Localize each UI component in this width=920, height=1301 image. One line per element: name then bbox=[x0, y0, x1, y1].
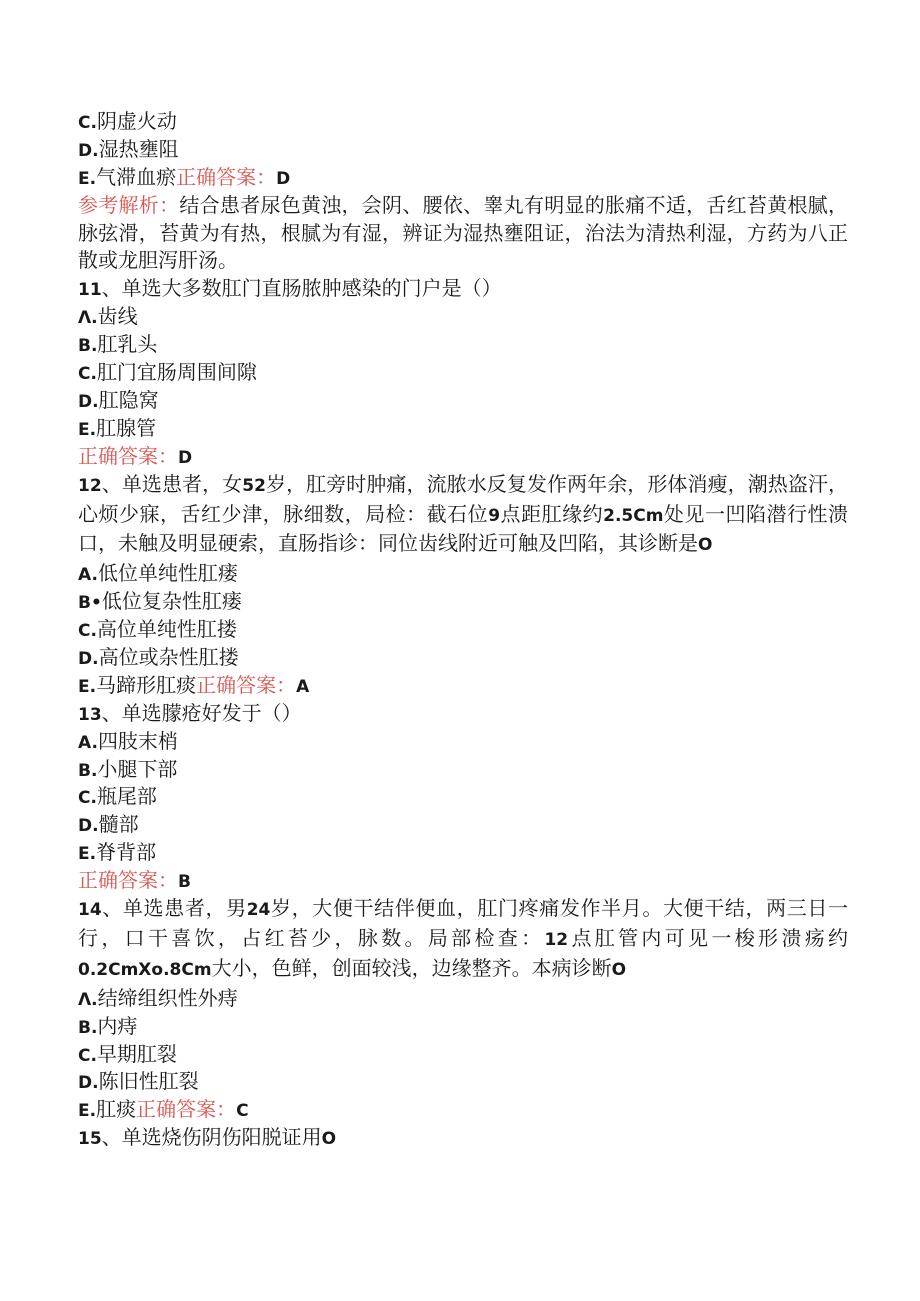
option-c: C.高位单纯性肛搂 bbox=[78, 617, 237, 642]
answer-value: D bbox=[276, 168, 291, 189]
option-e: E.马蹄形肛痰正确答案：A bbox=[78, 672, 310, 697]
option-d: D.陈旧性肛裂 bbox=[78, 1069, 199, 1094]
analysis bbox=[78, 192, 848, 276]
answer-value: C bbox=[236, 1101, 249, 1122]
option-c: C.阴虚火动 bbox=[78, 109, 177, 133]
option-a: A.四肢末梢 bbox=[78, 728, 178, 753]
question-stem: 12、单选患者，女52岁，肛旁时肿痛，流脓水反复发作两年余，形体消瘦，潮热盗汗，心烦少寐，舌红少津，脉细数，局检：截石位9点距肛缘约2.5Cm处见一凹陷潜行性溃口，未触及明显硬索，直肠指诊：同位齿线附近可触及凹陷，其诊断是O bbox=[78, 471, 849, 556]
option-e: E.气滞血瘀正确答案：D bbox=[78, 164, 291, 189]
option-d: D.肛隐窝 bbox=[78, 387, 159, 412]
option-a: Λ.齿线 bbox=[78, 304, 138, 329]
exam-page bbox=[78, 108, 848, 1152]
answer-value: B bbox=[178, 872, 191, 893]
answer-value: D bbox=[178, 447, 193, 468]
analysis-text: 结合患者尿色黄浊，会阴、腰依、睾丸有明显的胀痛不适，舌红苔黄根腻，脉弦滑，苔黄为有热，根腻为有湿，辨证为湿热壅阻证，治法为清热利湿，方药为八正散或龙胆泻肝汤。 bbox=[78, 192, 849, 273]
answer-line bbox=[78, 443, 848, 471]
option-d: D.湿热壅阻 bbox=[78, 136, 179, 161]
option-c: C.瓶尾部 bbox=[78, 784, 157, 809]
answer-value: A bbox=[296, 676, 310, 697]
question-stem: 11、单选大多数肛门直肠脓肿感染的门户是（） bbox=[78, 276, 502, 301]
answer-label: 正确答案： bbox=[78, 443, 178, 468]
option-b: B.内痔 bbox=[78, 1013, 138, 1038]
option-c: C.肛门宜肠周围间隙 bbox=[78, 360, 257, 385]
option-c: C.早期肛裂 bbox=[78, 1041, 177, 1066]
analysis-label: 参考解析： bbox=[78, 192, 180, 217]
answer-label: 正确答案： bbox=[176, 164, 277, 189]
option-d: D.高位或杂性肛搂 bbox=[78, 645, 239, 670]
question-stem: 15、单选烧伤阴伤阳脱证用O bbox=[78, 1125, 337, 1150]
option-d: D.髓部 bbox=[78, 812, 139, 837]
option-b: B.肛乳头 bbox=[78, 332, 158, 357]
option-e: E.肛腺管 bbox=[78, 415, 157, 440]
question-stem: 14、单选患者，男24岁，大便干结伴便血，肛门疼痛发作半月。大便干结，两三日一行，口干喜饮，占红苔少，脉数。局部检查：12点肛管内可见一梭形溃疡约0.2CmXo.8Cm大小，色鲜，创面较浅，边缘整齐。本病诊断O bbox=[78, 896, 849, 980]
option-b: B.小腿下部 bbox=[78, 756, 178, 781]
option-a: Λ.结缔组织性外痔 bbox=[78, 985, 238, 1010]
option-a: A.低位单纯性肛瘘 bbox=[78, 561, 238, 586]
option-b: B•低位复杂性肛瘘 bbox=[78, 589, 242, 614]
answer-label: 正确答案： bbox=[196, 672, 297, 697]
option-e: E.脊背部 bbox=[78, 840, 157, 865]
answer-label: 正确答案： bbox=[136, 1097, 237, 1122]
answer-line bbox=[78, 867, 848, 895]
question-stem: 13、单选朦疮好发于（） bbox=[78, 700, 302, 725]
option-e: E.肛痰正确答案：C bbox=[78, 1097, 249, 1122]
answer-label: 正确答案： bbox=[78, 868, 178, 893]
